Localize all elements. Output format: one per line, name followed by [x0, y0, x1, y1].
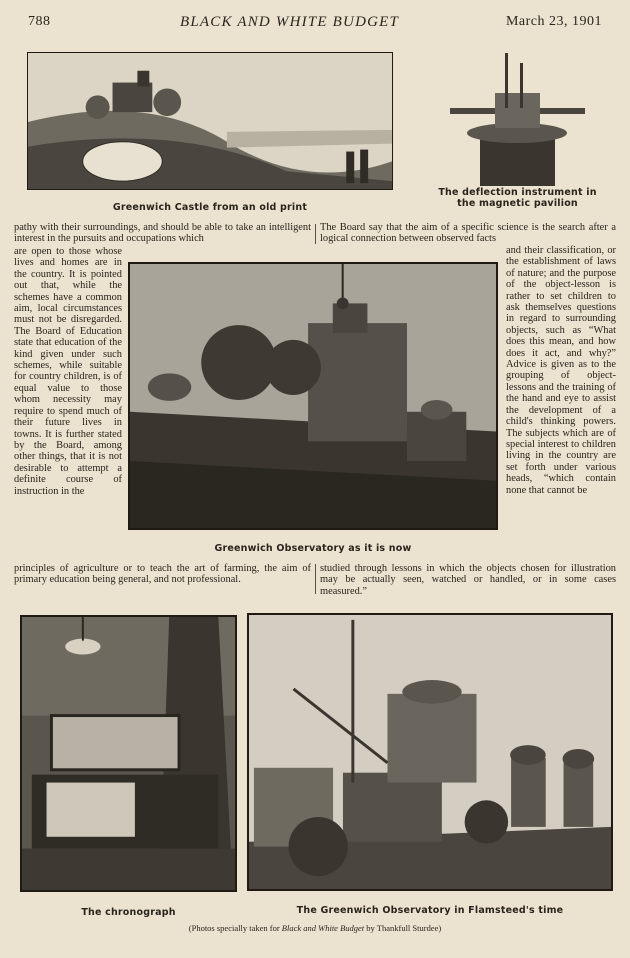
credit-suffix: by Thankfull Sturdee): [364, 923, 442, 933]
column-divider-bottom: [315, 564, 316, 594]
magazine-title: BLACK AND WHITE BUDGET: [180, 14, 400, 30]
article-bottom-right: studied through lessons in which the objects chosen for illustration may be actually seen, watched or handled, or in some cases measured.”: [320, 563, 616, 597]
flamsteed-observatory-caption: The Greenwich Observatory in Flamsteed's time: [296, 905, 564, 916]
credit-prefix: (Photos specially taken for: [188, 923, 282, 933]
article-top-right: The Board say that the aim of a specific science is the search after a logical connection between observed facts: [320, 222, 616, 245]
article-right-column: and their classification, or the establishment of laws of nature; and the purpose of the object-lesson is rather to set children to ask themselves questions in regard to surrounding objects, such as “What does this mean, and how does it act, and why?” Advice is given as to the grouping of object-lessons and the training of the hand and eye to assist the development of a child's thinking powers. The subjects which are of special interest to children living in the country are set forth under various heads, “which contain none that cannot be: [506, 245, 616, 496]
deflection-instrument-photo: [445, 48, 590, 186]
chronograph-photo: [20, 615, 237, 892]
photo-credit: [0, 923, 630, 933]
article-top-left: pathy with their surroundings, and should be able to take an intelligent interest in the pursuits and occupations which: [14, 222, 311, 245]
castle-print-caption: Greenwich Castle from an old print: [112, 202, 308, 213]
column-divider-top: [315, 224, 316, 244]
deflection-instrument-caption: The deflection instrument in the magnetic pavilion: [438, 187, 597, 209]
article-bottom-left: principles of agriculture or to teach the art of farming, the aim of primary education being general, and not professional.: [14, 563, 311, 586]
chronograph-caption: The chronograph: [81, 907, 176, 918]
issue-date: March 23, 1901: [505, 14, 602, 29]
castle-print-photo: [27, 52, 393, 190]
observatory-now-photo: [128, 262, 498, 530]
article-left-column: are open to those whose lives and homes are in the country. It is pointed out that, while the schemes have a common aim, local circumstances must not be disregarded. The Board of Education state that education of the kind given under such schemes, while suitable for country children, is of equal value to those whom necessity may require to spend much of their future lives in towns. It is further stated by the Board, among other things, that it is not desirable to attempt a definite course of instruction in the: [14, 246, 122, 497]
credit-publication: Black and White Budget: [281, 923, 365, 933]
flamsteed-observatory-photo: [247, 613, 613, 891]
observatory-now-caption: Greenwich Observatory as it is now: [214, 543, 412, 554]
page-number: 788: [28, 14, 51, 29]
